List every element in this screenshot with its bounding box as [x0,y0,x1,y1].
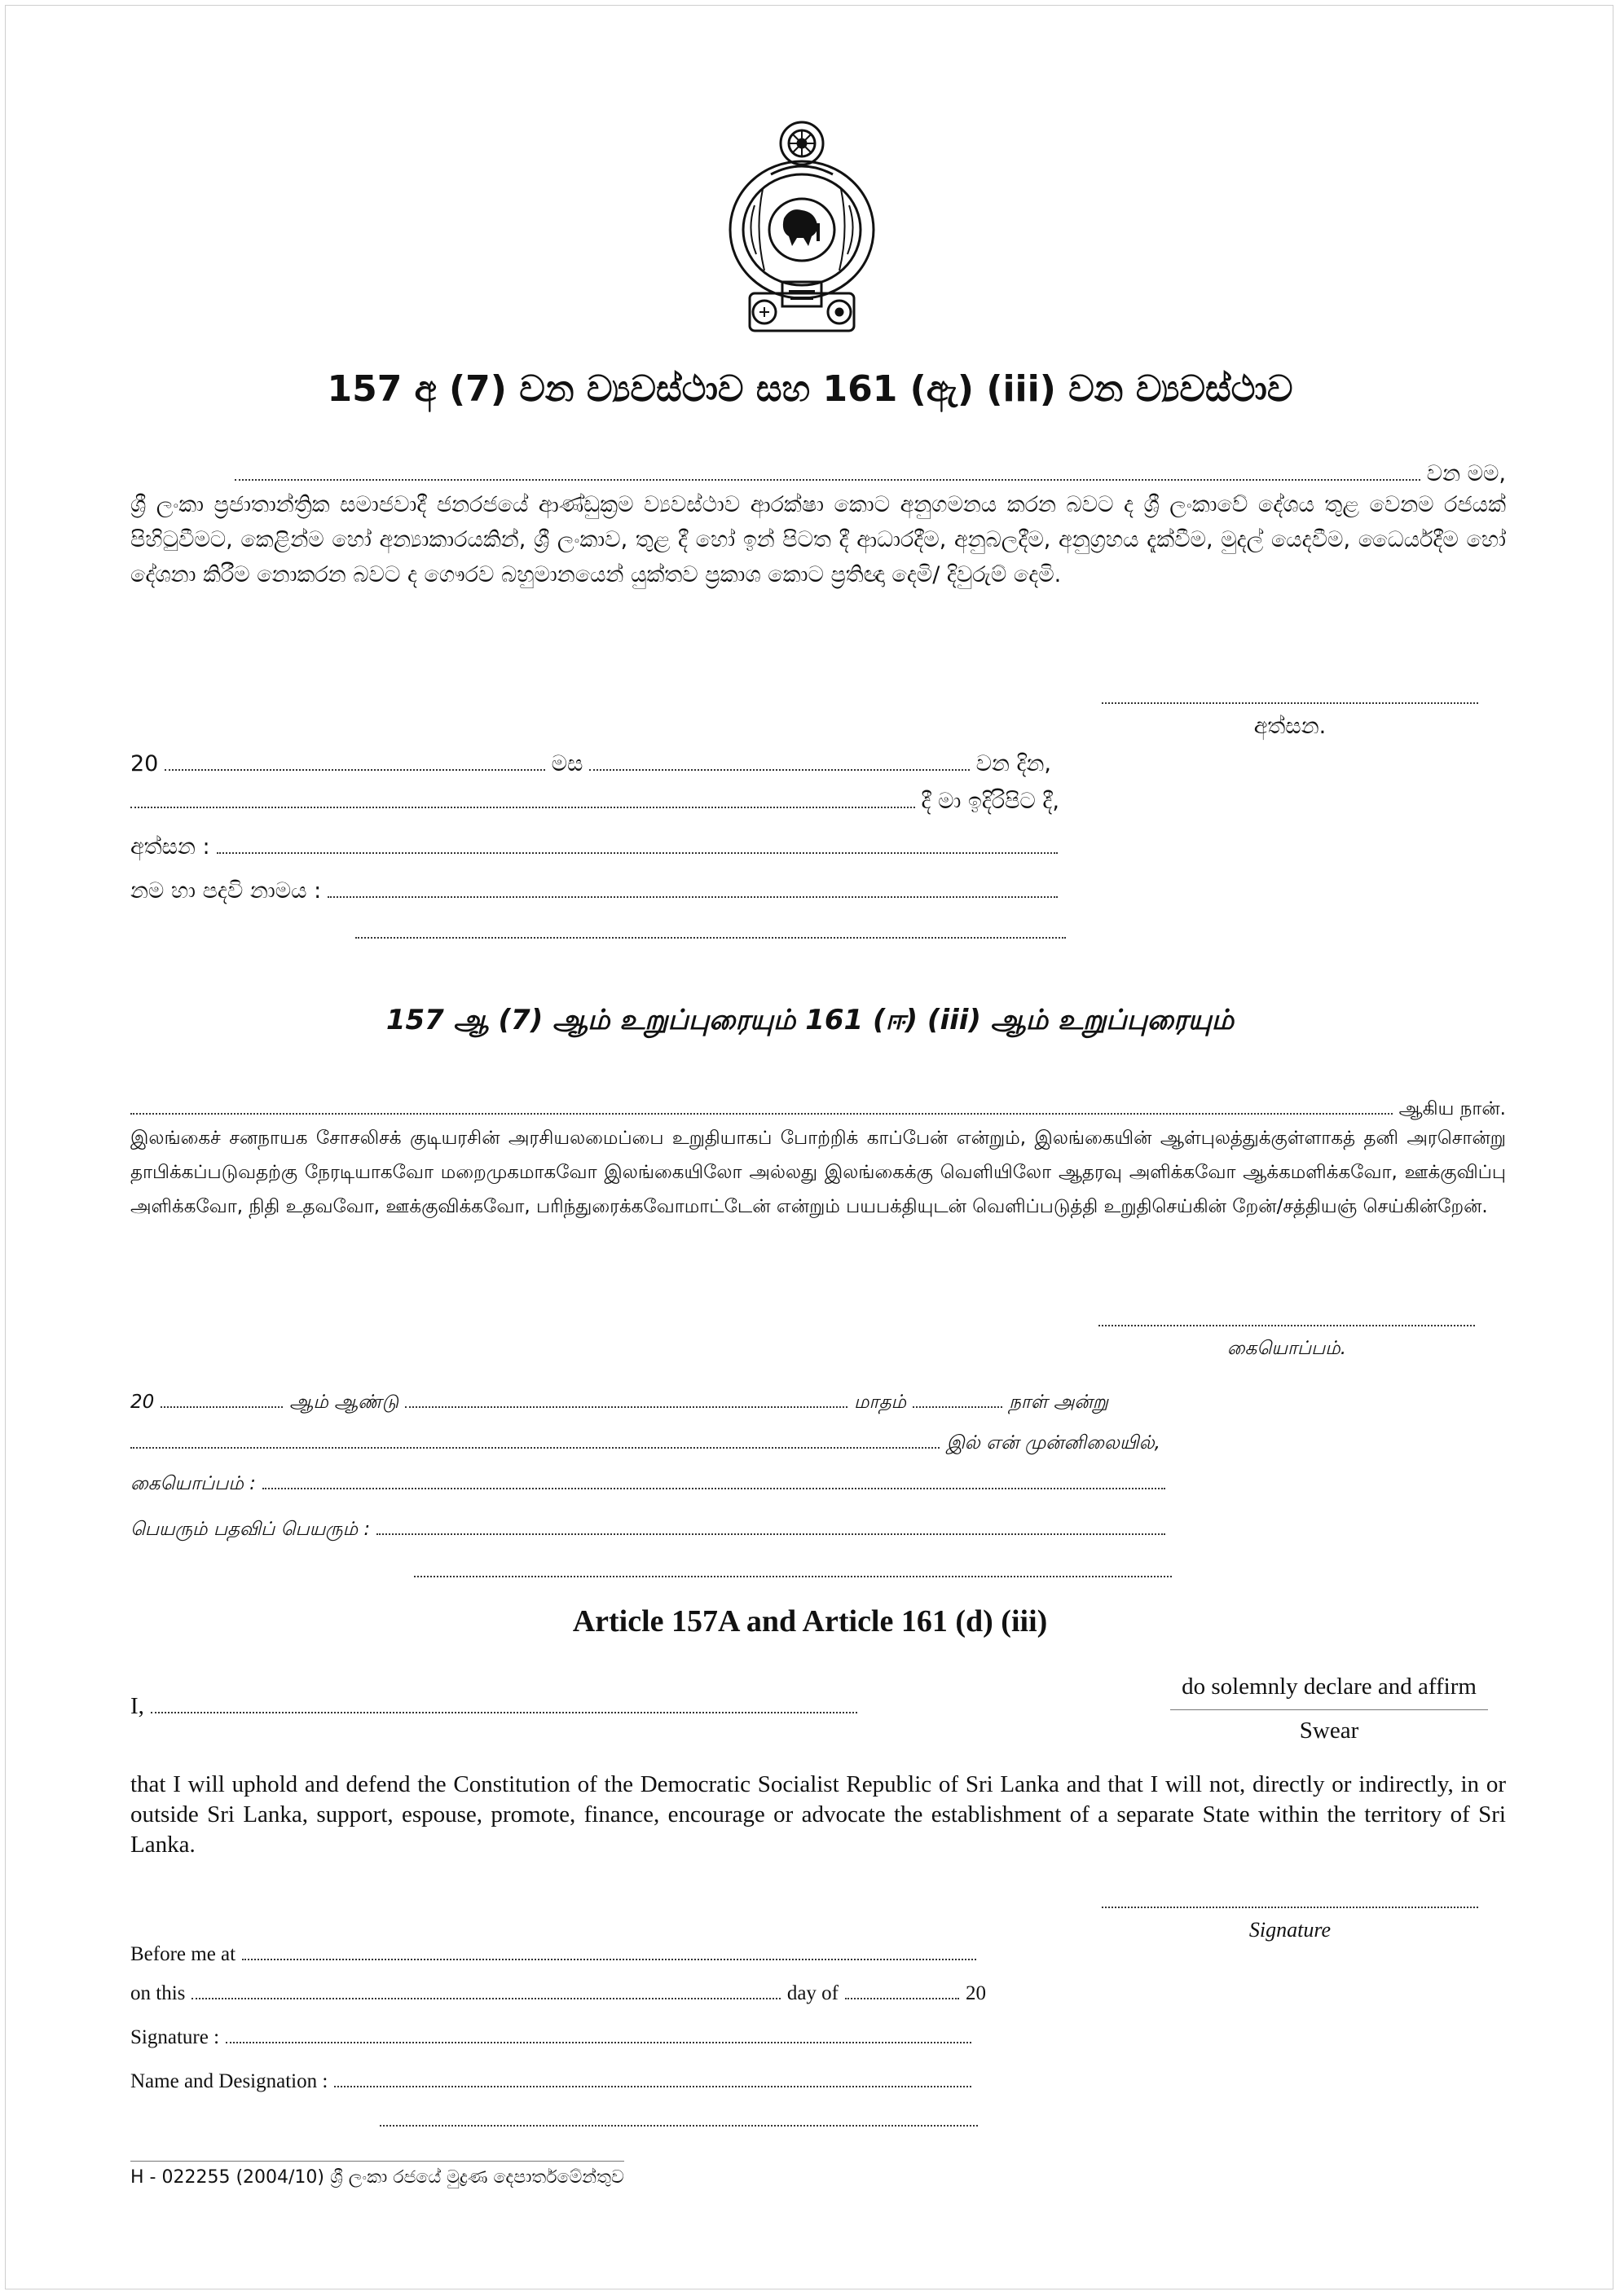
tamil-signature-field[interactable] [262,1476,1165,1489]
tamil-name-row [130,1512,1172,1546]
english-before-me-row [130,1939,983,1969]
sinhala-presence-suffix: දී මා ඉදිරිපිට දී, [921,789,1059,814]
english-name-line [130,1691,864,1722]
tamil-place-field[interactable] [130,1436,940,1449]
english-name-designation-field-2[interactable] [380,2125,978,2127]
english-heading: Article 157A and Article 161 (d) (iii) [572,1604,1048,1638]
sinhala-signature-label: අත්සන. [1253,714,1327,739]
sinhala-name-designation-field-2[interactable] [355,937,1066,939]
sinhala-place-row [130,784,1059,819]
english-declare-option[interactable]: do solemnly declare and affirm [1182,1674,1477,1700]
sinhala-month-label: මස [551,751,583,776]
tamil-signature-label: கையொப்பம். [1226,1338,1347,1359]
sinhala-signature-row [130,829,1064,864]
english-option-divider [1170,1709,1488,1710]
english-signature-line[interactable] [1102,1907,1478,1908]
sinhala-heading: 157 අ (7) වන ව්‍යවස්ථාව සහ 161 (ඇ) (iii) වන ව්‍යවස්ථාව [327,368,1293,410]
english-place-field[interactable] [242,1946,976,1960]
english-intro-prefix: I, [130,1693,144,1719]
sinhala-name-designation-label: නම හා පදවි නාමය : [130,878,322,904]
tamil-signature-field-label: கையொப்பம் : [130,1473,256,1494]
sinhala-date-row [130,746,1051,781]
sinhala-name-row [130,873,1064,908]
tamil-name-designation-field-2[interactable] [414,1576,1172,1577]
sri-lanka-national-emblem-icon [722,116,882,342]
english-before-me-label: Before me at [130,1943,236,1965]
tamil-place-row [130,1426,1160,1460]
english-name-designation-field[interactable] [334,2074,971,2087]
tamil-name-designation-field[interactable] [376,1522,1165,1535]
tamil-name-field[interactable] [130,1102,1393,1115]
english-body: that I will uphold and defend the Constitution of the Democratic Socialist Republic of Sri Lanka and that I will not, directly or indirectly, in or outside Sri Lanka, support, espouse, promote, finance, encourage or advocate the establishment of a separate State within the territory of Sri Lanka. [130,1771,1506,1858]
tamil-signature-line[interactable] [1098,1325,1475,1326]
english-name-designation-label: Name and Designation : [130,2070,328,2092]
english-name-field[interactable] [151,1698,857,1713]
sinhala-signature-field[interactable] [217,839,1058,854]
sinhala-day-suffix: වන දින, [975,751,1052,776]
tamil-day-field[interactable] [913,1395,1002,1408]
english-year-suffix: 20 [966,1982,986,2004]
tamil-year-field[interactable] [161,1395,283,1408]
sinhala-name-designation-field[interactable] [328,883,1058,898]
tamil-year-prefix: 20 [130,1392,155,1413]
footer-rule [130,2161,624,2162]
sinhala-year-prefix: 20 [130,751,159,776]
english-on-this-label: on this [130,1982,186,2004]
tamil-presence-suffix: இல் என் முன்னிலையில், [946,1432,1160,1454]
english-swear-option[interactable]: Swear [1299,1718,1359,1744]
sinhala-month-field[interactable] [589,756,969,771]
tamil-intro-suffix: ஆகிய நான். [1398,1098,1506,1119]
tamil-date-row [130,1385,1108,1419]
english-signature-label: Signature [1248,1918,1332,1942]
english-date-row [130,1978,986,2008]
tamil-name-designation-label: பெயரும் பதவிப் பெயரும் : [130,1519,371,1540]
sinhala-signature-field-label: අත්සන : [130,834,210,860]
english-name-row [130,2066,978,2096]
sinhala-name-field[interactable] [235,466,1420,481]
english-day-field[interactable] [191,1986,780,1999]
sinhala-intro-suffix: වන මම, [1426,461,1506,486]
english-month-field[interactable] [845,1986,959,1999]
sinhala-place-field[interactable] [130,794,915,808]
tamil-signature-row [130,1467,1172,1501]
sinhala-year-field[interactable] [165,756,544,771]
english-signature-field-label: Signature : [130,2026,220,2048]
sinhala-body: ශ්‍රී ලංකා ප්‍රජාතාන්ත්‍රික සමාජවාදී ජනරජයේ ආණ්ඩුක්‍රම ව්‍යවස්ථාව ආරක්ෂා කොට අනුගමනය කරන බවට ද ශ්‍රී ලංකාවේ දේශය තුළ වෙනම රජයක් පිහිටුවීමට, කෙළින්ම හෝ අන්‍යාකාරයකින්, ශ්‍රී ලංකාව, තුළ දී හෝ ඉන් පිටත දී ආධාරදීම, අනුබලදීම, අනුග්‍රහය දැක්වීම, මුදල් යෙදවීම, ධෛර්යදීම හෝ දේශනා කිරීම නොකරන බවට ද ගෞරව බහුමානයෙන් යුක්තව ප්‍රකාශ කොට ප්‍රතිඥා දෙමි/ දිවුරුම් දෙමි. [130,492,1506,587]
footer-text: H - 022255 (2004/10) ශ්‍රී ලංකා රජයේ මුද්‍රණ දෙපාර්තමේන්තුව [130,2167,624,2188]
tamil-year-label: ஆம் ஆண்டு [289,1392,399,1413]
tamil-day-label: நாள் அன்று [1009,1392,1108,1413]
sinhala-name-line [228,456,1506,491]
english-signature-row [130,2022,978,2052]
tamil-body: இலங்கைச் சனநாயக சோசலிசக் குடியரசின் அரசியலமைப்பை உறுதியாகப் போற்றிக் காப்பேன் என்றும், இலங்கையின் ஆள்புலத்துக்குள்ளாகத் தனி அரசொன்று தாபிக்கப்படுவதற்கு நேரடியாகவோ மறைமுகமாகவோ இலங்கையிலோ அல்லது இலங்கைக்கு வெளியிலோ ஆதரவு அளிக்கவோ ஆக்கமளிக்கவோ, ஊக்குவிப்பு அளிக்கவோ, நிதி உதவவோ, ஊக்குவிக்கவோ, பரிந்துரைக்கவோமாட்டேன் என்றும் பயபக்தியுடன் வெளிப்படுத்தி உறுதிசெய்கின் றேன்/சத்தியஞ் செய்கின்றேன். [130,1128,1506,1217]
tamil-month-label: மாதம் [854,1392,907,1413]
sinhala-signature-line[interactable] [1102,702,1478,704]
english-signature-field[interactable] [226,2030,971,2043]
english-day-of-label: day of [786,1982,839,2004]
tamil-heading: 157 ஆ (7) ஆம் உறுப்புரையும் 161 (ஈ) (iii) ஆம் உறுப்புரையும் [385,1004,1235,1036]
tamil-month-field[interactable] [405,1395,847,1408]
